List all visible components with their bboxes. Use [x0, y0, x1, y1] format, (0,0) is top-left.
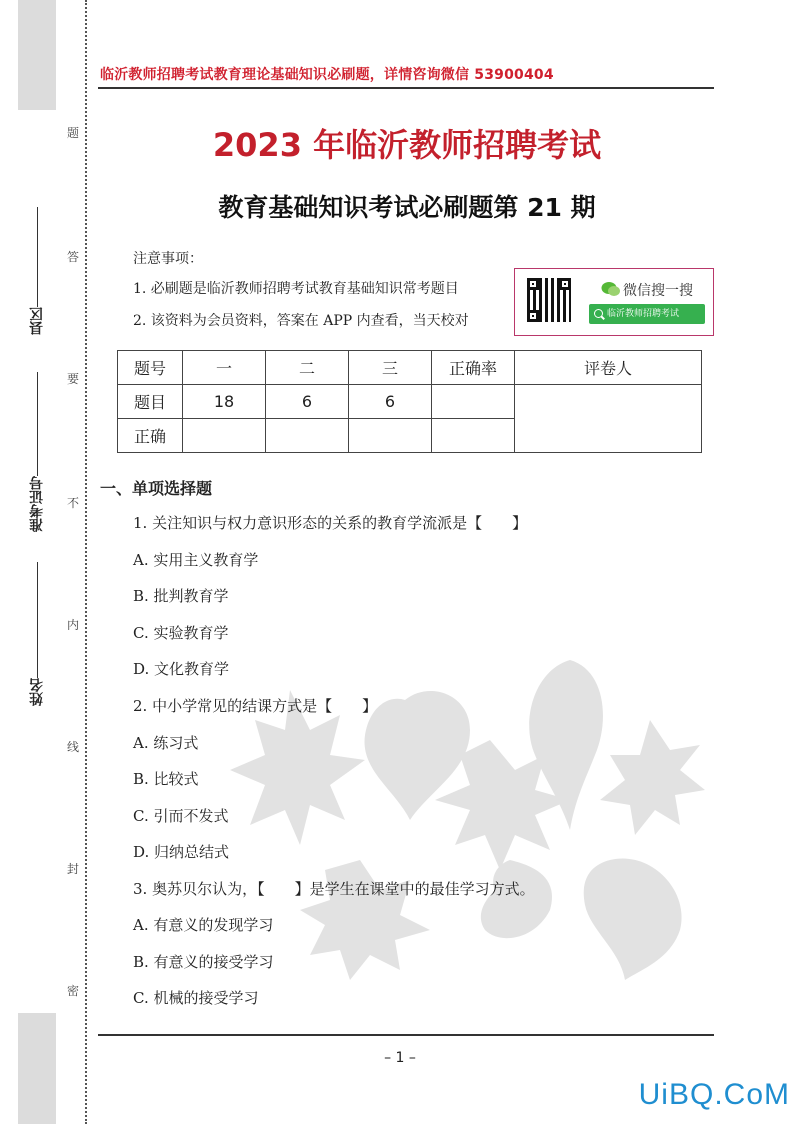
table-cell: 题号 — [118, 351, 183, 385]
question-option[interactable]: D. 文化教育学 — [133, 660, 230, 678]
table-cell[interactable] — [432, 385, 515, 419]
name-label: 姓名 — [29, 678, 45, 706]
question-option[interactable]: C. 引而不发式 — [133, 807, 229, 825]
notice-heading: 注意事项： — [133, 251, 203, 267]
seal-char: 封 — [66, 862, 79, 876]
table-cell[interactable] — [432, 419, 515, 453]
qr-code-icon — [527, 278, 571, 322]
notice-line: 1. 必刷题是临沂教师招聘考试教育基础知识常考题目 — [133, 281, 459, 297]
question-option[interactable]: B. 批判教育学 — [133, 587, 229, 605]
table-cell: 正确 — [118, 419, 183, 453]
page-number: – 1 – — [384, 1050, 416, 1066]
question-option[interactable]: C. 实验教育学 — [133, 624, 229, 642]
section-title: 一、单项选择题 — [100, 479, 213, 498]
seal-char: 线 — [66, 740, 79, 754]
table-cell: 二 — [266, 351, 349, 385]
county-field[interactable] — [22, 205, 52, 335]
seal-char: 内 — [66, 618, 79, 632]
header-banner: 临沂教师招聘考试教育理论基础知识必刷题，详情咨询微信 53900404 — [100, 67, 554, 83]
wechat-search-card[interactable] — [514, 268, 714, 336]
question-stem: 2. 中小学常见的结课方式是【 】 — [133, 697, 378, 715]
seal-cut-line — [85, 0, 87, 1124]
table-cell: 评卷人 — [515, 351, 702, 385]
question-option[interactable]: A. 练习式 — [133, 734, 199, 752]
wechat-icon — [601, 281, 621, 297]
exam-id-label: 准考证号 — [29, 476, 45, 532]
table-cell: 正确率 — [432, 351, 515, 385]
table-cell[interactable] — [183, 419, 266, 453]
wechat-search-bar[interactable] — [589, 304, 705, 324]
question-option[interactable]: C. 机械的接受学习 — [133, 989, 259, 1007]
exam-id-underline — [37, 372, 38, 476]
question-stem: 3. 奥苏贝尔认为，【 】是学生在课堂中的最佳学习方式。 — [133, 880, 535, 898]
question-stem: 1. 关注知识与权力意识形态的关系的教育学流派是【 】 — [133, 514, 528, 532]
name-underline — [37, 562, 38, 678]
page-subtitle: 教育基础知识考试必刷题第 21 期 — [218, 193, 596, 222]
table-row — [118, 351, 702, 385]
seal-char: 要 — [66, 372, 79, 386]
site-watermark: UiBQ.CoM — [638, 1078, 790, 1111]
header-rule — [98, 87, 714, 89]
exam-id-field[interactable] — [22, 370, 52, 532]
notice-line: 2. 该资料为会员资料，答案在 APP 内查看，当天校对 — [133, 313, 469, 329]
question-option[interactable]: A. 实用主义教育学 — [133, 551, 259, 569]
wechat-search-text: 临沂教师招聘考试 — [607, 309, 680, 319]
table-row — [118, 385, 702, 419]
binding-margin-bottom — [18, 1013, 56, 1124]
table-cell: 一 — [183, 351, 266, 385]
footer-rule — [98, 1034, 714, 1036]
question-option[interactable]: B. 有意义的接受学习 — [133, 953, 274, 971]
name-field[interactable] — [22, 560, 52, 706]
wechat-search-label: 微信搜一搜 — [623, 283, 693, 299]
seal-char: 密 — [66, 984, 79, 998]
table-cell: 6 — [349, 385, 432, 419]
table-cell: 6 — [266, 385, 349, 419]
binding-margin-top — [18, 0, 56, 110]
table-cell[interactable] — [349, 419, 432, 453]
grader-cell[interactable] — [515, 385, 702, 453]
table-cell: 三 — [349, 351, 432, 385]
question-option[interactable]: A. 有意义的发现学习 — [133, 916, 274, 934]
table-cell[interactable] — [266, 419, 349, 453]
table-cell: 题目 — [118, 385, 183, 419]
seal-char: 答 — [66, 250, 79, 264]
page-title: 2023 年临沂教师招聘考试 — [212, 126, 602, 164]
question-option[interactable]: B. 比较式 — [133, 770, 199, 788]
score-table — [117, 350, 702, 453]
search-icon — [594, 309, 603, 318]
seal-char: 不 — [66, 496, 79, 510]
question-option[interactable]: D. 归纳总结式 — [133, 843, 230, 861]
table-cell: 18 — [183, 385, 266, 419]
seal-char: 题 — [66, 126, 79, 140]
county-label: 县区 — [29, 307, 45, 335]
